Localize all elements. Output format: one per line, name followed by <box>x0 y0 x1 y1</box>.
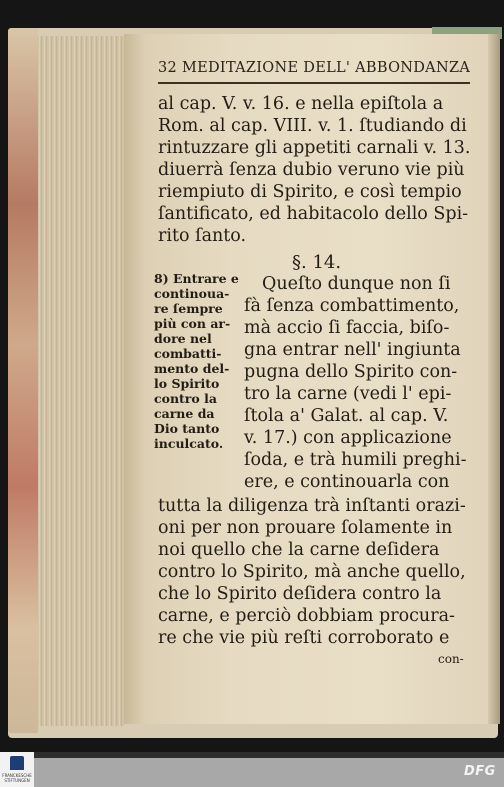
text-line: oni per non prouare ſolamente in <box>158 518 453 538</box>
text-line: v. 17.) con applicazione <box>244 428 452 448</box>
footer-bar <box>34 758 504 787</box>
page-edges <box>38 36 124 726</box>
text-line: diuerrà ſenza dubio veruno vie più <box>158 160 465 180</box>
text-line: Rom. al cap. VIII. v. 1. ſtudiando di <box>158 116 467 136</box>
text-line: tro la carne (vedi l' epi- <box>244 384 452 404</box>
header-rule <box>158 82 470 84</box>
text-line: pugna dello Spirito con- <box>244 362 458 382</box>
text-line: che lo Spirito deſidera contro la <box>158 584 442 604</box>
marbled-cover-edge <box>8 28 38 733</box>
margin-note-line: mento del- <box>154 361 230 376</box>
text-line: noi quello che la carne deſidera <box>158 540 440 560</box>
text-line: ſtola a' Galat. al cap. V. <box>244 406 449 426</box>
text-line: al cap. V. v. 16. e nella epiſtola a <box>158 94 444 114</box>
text-line: ere, e continouarla con <box>244 472 450 492</box>
page-right-edge <box>488 34 500 724</box>
catchword: con- <box>438 652 464 666</box>
text-line: ſoda, e trà humili preghi- <box>244 450 467 470</box>
margin-note-line: combatti- <box>154 346 222 361</box>
text-line: gna entrar nell' ingiunta <box>244 340 461 360</box>
dfg-logo[interactable]: DFG <box>464 764 496 779</box>
margin-note-line: re ſempre <box>154 301 223 316</box>
text-line: mà accio ſi faccia, biſo- <box>244 318 450 338</box>
text-line: contro lo Spirito, mà anche quello, <box>158 562 466 582</box>
text-line: rito ſanto. <box>158 226 247 246</box>
margin-note-line: Dio tanto <box>154 421 220 436</box>
margin-note-line: più con ar- <box>154 316 231 331</box>
text-line: fà ſenza combattimento, <box>244 296 460 316</box>
text-line: carne, e perciò dobbiam procura- <box>158 606 455 626</box>
text-line: tutta la diligenza trà inſtanti orazi- <box>158 496 466 516</box>
text-line: Queſto dunque non ſi <box>262 274 451 294</box>
margin-note-line: continoua- <box>154 286 230 301</box>
margin-note-line: contro la <box>154 391 217 406</box>
text-line: riempiuto di Spirito, e così tempio <box>158 182 462 202</box>
section-number: §. 14. <box>292 252 342 273</box>
margin-note-line: 8) Entrare e <box>154 271 239 286</box>
margin-note-line: carne da <box>154 406 215 421</box>
text-line: re che vie più reſti corroborato e <box>158 628 450 648</box>
text-line: ſantificato, ed habitacolo dello Spi- <box>158 204 469 224</box>
margin-note-line: inculcato. <box>154 436 224 451</box>
margin-note-line: lo Spirito <box>154 376 220 391</box>
building-icon <box>10 756 24 770</box>
institution-logo-text: FRANCKESCHE STIFTUNGEN <box>2 773 32 783</box>
margin-note-line: dore nel <box>154 331 212 346</box>
text-line: rintuzzare gli appetiti carnali v. 13. <box>158 138 471 158</box>
running-head: 32 MEDITAZIONE DELL' ABBONDANZA <box>158 60 471 76</box>
